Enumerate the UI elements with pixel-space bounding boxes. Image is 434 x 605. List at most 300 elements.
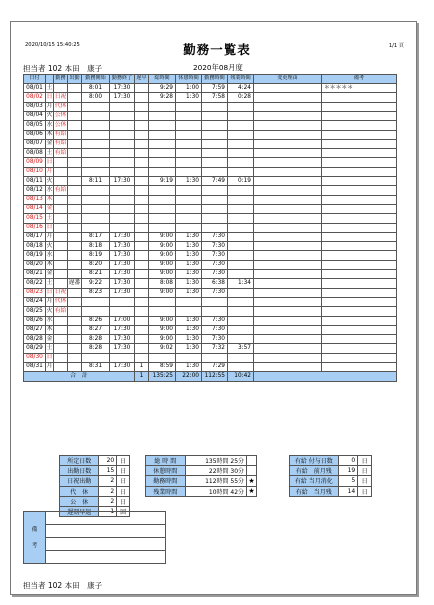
table-row (24, 288, 397, 297)
day-summary-row (60, 486, 130, 496)
total-time-cell (149, 307, 176, 316)
weekday-cell: 水 (46, 186, 54, 195)
note-cell (322, 288, 397, 297)
weekday-cell: 月 (46, 363, 54, 372)
work-time-cell: 7:30 (202, 335, 228, 344)
note-cell (322, 242, 397, 251)
late-cell (135, 177, 149, 186)
end-time-cell (110, 214, 135, 223)
break-time-cell (176, 102, 202, 111)
note-cell (322, 204, 397, 213)
category-cell (54, 167, 68, 176)
shift-cell (68, 353, 82, 362)
category-cell: 有給 (54, 186, 68, 195)
break-time-cell: 1:30 (176, 344, 202, 353)
late-cell (135, 316, 149, 325)
overtime-cell (228, 353, 254, 362)
total-row (24, 372, 397, 382)
break-time-cell (176, 130, 202, 139)
table-row (24, 139, 397, 148)
table-row (24, 279, 397, 288)
work-time-cell (202, 111, 228, 120)
late-cell (135, 335, 149, 344)
shift-cell (68, 158, 82, 167)
date-cell: 08/05 (24, 121, 46, 130)
table-row (24, 111, 397, 120)
table-row (24, 260, 397, 269)
column-header: 勤務時間 (202, 75, 228, 84)
weekday-cell: 日 (46, 223, 54, 232)
end-time-cell: 17:00 (110, 316, 135, 325)
paid-leave-label: 有給 前月残 (290, 466, 339, 476)
end-time-cell (110, 139, 135, 148)
paid-leave-unit: 日 (358, 466, 372, 476)
category-cell (54, 279, 68, 288)
work-time-cell (202, 214, 228, 223)
shift-cell (68, 186, 82, 195)
reason-cell (254, 214, 322, 223)
time-summary-row (146, 486, 257, 496)
date-cell: 08/02 (24, 93, 46, 102)
work-time-cell (202, 149, 228, 158)
paid-leave-label: 有給 当月消化 (290, 476, 339, 486)
date-cell: 08/20 (24, 260, 46, 269)
paid-leave-value: 14 (338, 486, 358, 496)
shift-cell (68, 297, 82, 306)
time-summary-label: 総 時 間 (146, 456, 186, 466)
start-time-cell (82, 102, 110, 111)
total-time-cell: 9:19 (149, 177, 176, 186)
start-time-cell (82, 223, 110, 232)
total-time-cell: 9:00 (149, 270, 176, 279)
date-cell: 08/01 (24, 84, 46, 93)
weekday-cell: 月 (46, 297, 54, 306)
break-time-cell (176, 214, 202, 223)
paid-leave-label: 有給 当月残 (290, 486, 339, 496)
day-summary-label: 所定日数 (60, 456, 99, 466)
table-row (24, 195, 397, 204)
start-time-cell (82, 297, 110, 306)
note-cell (322, 260, 397, 269)
category-cell: 有給 (54, 139, 68, 148)
remarks-line (46, 525, 166, 538)
end-time-cell (110, 204, 135, 213)
day-summary-label: 出勤日数 (60, 466, 99, 476)
reason-cell (254, 139, 322, 148)
attendance-table (23, 74, 397, 382)
category-cell: 有給 (54, 130, 68, 139)
late-cell (135, 149, 149, 158)
category-cell (54, 363, 68, 372)
staff-name: 担当者 102 本田 康子 (23, 64, 103, 73)
weekday-cell: 土 (46, 84, 54, 93)
break-time-cell: 1:30 (176, 288, 202, 297)
column-header: 休憩時間 (176, 75, 202, 84)
shift-cell (68, 242, 82, 251)
start-time-cell: 8:20 (82, 260, 110, 269)
end-time-cell: 17:30 (110, 251, 135, 260)
break-time-cell: 1:30 (176, 93, 202, 102)
date-cell: 08/24 (24, 297, 46, 306)
start-time-cell (82, 158, 110, 167)
shift-cell (68, 214, 82, 223)
break-time-cell (176, 223, 202, 232)
reason-cell (254, 149, 322, 158)
remarks-line (46, 538, 166, 551)
table-row (24, 223, 397, 232)
shift-cell (68, 335, 82, 344)
start-time-cell: 8:31 (82, 363, 110, 372)
late-cell (135, 353, 149, 362)
late-cell (135, 84, 149, 93)
day-summary-row (60, 466, 130, 476)
break-time-cell: 1:30 (176, 363, 202, 372)
total-time-cell: 9:00 (149, 232, 176, 241)
work-time-cell: 7:30 (202, 260, 228, 269)
total-time-cell (149, 102, 176, 111)
work-time-cell: 7:30 (202, 232, 228, 241)
date-cell: 08/13 (24, 195, 46, 204)
late-cell (135, 223, 149, 232)
overtime-cell (228, 186, 254, 195)
total-break: 22:00 (176, 372, 202, 382)
shift-cell (68, 93, 82, 102)
overtime-cell (228, 232, 254, 241)
column-header (46, 75, 54, 84)
table-row (24, 214, 397, 223)
date-cell: 08/19 (24, 251, 46, 260)
break-time-cell: 1:30 (176, 232, 202, 241)
work-time-cell: 7:30 (202, 325, 228, 334)
note-cell (322, 167, 397, 176)
category-cell (54, 242, 68, 251)
overtime-cell: 4:24 (228, 84, 254, 93)
remarks-label: 備 考 (24, 512, 46, 564)
category-cell: 代休 (54, 297, 68, 306)
star-icon: ★ (248, 487, 255, 496)
shift-cell (68, 344, 82, 353)
reason-cell (254, 316, 322, 325)
overtime-cell: 0:28 (228, 93, 254, 102)
time-summary-label: 休憩時間 (146, 466, 186, 476)
end-time-cell: 17:30 (110, 93, 135, 102)
table-row (24, 353, 397, 362)
reason-cell (254, 111, 322, 120)
total-time-cell (149, 158, 176, 167)
total-time-cell: 8:08 (149, 279, 176, 288)
late-cell (135, 251, 149, 260)
weekday-cell: 金 (46, 270, 54, 279)
shift-cell (68, 167, 82, 176)
paid-leave-unit: 日 (358, 456, 372, 466)
shift-cell (68, 139, 82, 148)
note-cell (322, 297, 397, 306)
shift-cell (68, 223, 82, 232)
weekday-cell: 金 (46, 139, 54, 148)
work-time-cell: 7:30 (202, 270, 228, 279)
report-month: 2020年08月度 (193, 63, 243, 72)
weekday-cell: 日 (46, 93, 54, 102)
start-time-cell: 8:17 (82, 232, 110, 241)
total-time-cell: 9:29 (149, 84, 176, 93)
time-summary-value: 112時間 55分 (185, 476, 246, 486)
overtime-cell (228, 158, 254, 167)
end-time-cell (110, 186, 135, 195)
print-timestamp: 2020/10/15 15:40:25 (25, 42, 80, 48)
table-row (24, 316, 397, 325)
reason-cell (254, 223, 322, 232)
category-cell (54, 195, 68, 204)
work-time-cell: 7:49 (202, 177, 228, 186)
weekday-cell: 金 (46, 204, 54, 213)
start-time-cell: 8:01 (82, 84, 110, 93)
shift-cell (68, 84, 82, 93)
start-time-cell: 8:21 (82, 270, 110, 279)
overtime-cell (228, 316, 254, 325)
day-summary-unit: 日 (117, 456, 130, 466)
start-time-cell (82, 139, 110, 148)
date-cell: 08/03 (24, 102, 46, 111)
reason-cell (254, 335, 322, 344)
shift-cell (68, 316, 82, 325)
note-cell (322, 214, 397, 223)
shift-cell (68, 288, 82, 297)
late-cell (135, 232, 149, 241)
break-time-cell: 1:30 (176, 325, 202, 334)
paid-leave-value: 5 (338, 476, 358, 486)
reason-cell (254, 102, 322, 111)
category-cell: 公休 (54, 121, 68, 130)
overtime-cell (228, 223, 254, 232)
work-time-cell (202, 102, 228, 111)
star-icon (247, 466, 257, 476)
overtime-cell: 0:19 (228, 177, 254, 186)
note-cell (322, 186, 397, 195)
note-cell (322, 102, 397, 111)
paid-leave-box (289, 455, 372, 497)
remarks-line (46, 512, 166, 525)
day-summary-value: 20 (99, 456, 117, 466)
date-cell: 08/22 (24, 279, 46, 288)
note-cell (322, 149, 397, 158)
day-summary-label: 公 休 (60, 496, 99, 506)
note-cell (322, 270, 397, 279)
late-cell (135, 102, 149, 111)
table-row (24, 270, 397, 279)
total-blank-cell (254, 372, 397, 382)
table-row (24, 158, 397, 167)
start-time-cell (82, 111, 110, 120)
column-header: 勤務 (54, 75, 68, 84)
overtime-cell (228, 111, 254, 120)
column-header: 勤務終了 (110, 75, 135, 84)
table-row (24, 307, 397, 316)
late-cell (135, 297, 149, 306)
paid-leave-unit: 日 (358, 486, 372, 496)
weekday-cell: 日 (46, 288, 54, 297)
total-overtime: 10:42 (228, 372, 254, 382)
overtime-cell (228, 102, 254, 111)
category-cell (54, 214, 68, 223)
start-time-cell (82, 204, 110, 213)
reason-cell (254, 363, 322, 372)
note-cell (322, 353, 397, 362)
total-time-cell (149, 204, 176, 213)
end-time-cell (110, 111, 135, 120)
total-time: 135:25 (149, 372, 176, 382)
note-cell (322, 223, 397, 232)
late-cell (135, 344, 149, 353)
time-summary-value: 135時間 25分 (185, 456, 246, 466)
time-summary-value: 10時間 42分 (185, 486, 246, 496)
day-summary-label: 遅刻早退 (60, 506, 99, 516)
work-time-cell (202, 158, 228, 167)
break-time-cell (176, 307, 202, 316)
table-header-row (24, 75, 397, 84)
total-label: 合 計 (24, 372, 135, 382)
date-cell: 08/25 (24, 307, 46, 316)
weekday-cell: 月 (46, 232, 54, 241)
break-time-cell (176, 297, 202, 306)
start-time-cell (82, 214, 110, 223)
table-row (24, 363, 397, 372)
end-time-cell (110, 307, 135, 316)
late-cell (135, 325, 149, 334)
total-time-cell (149, 214, 176, 223)
end-time-cell: 17:30 (110, 288, 135, 297)
day-summary-unit: 日 (117, 496, 130, 506)
total-time-cell (149, 149, 176, 158)
work-time-cell (202, 195, 228, 204)
reason-cell (254, 158, 322, 167)
table-row (24, 84, 397, 93)
column-header: 勤務開始 (82, 75, 110, 84)
note-cell (322, 335, 397, 344)
overtime-cell (228, 363, 254, 372)
start-time-cell (82, 167, 110, 176)
end-time-cell (110, 158, 135, 167)
note-cell (322, 93, 397, 102)
break-time-cell: 1:30 (176, 270, 202, 279)
work-time-cell (202, 353, 228, 362)
reason-cell (254, 251, 322, 260)
break-time-cell (176, 158, 202, 167)
end-time-cell (110, 195, 135, 204)
total-time-cell: 9:02 (149, 344, 176, 353)
star-icon (247, 456, 257, 466)
column-header: 備考 (322, 75, 397, 84)
overtime-cell (228, 325, 254, 334)
category-cell (54, 270, 68, 279)
work-time-cell: 7:29 (202, 363, 228, 372)
weekday-cell: 水 (46, 251, 54, 260)
date-cell: 08/10 (24, 167, 46, 176)
weekday-cell: 土 (46, 149, 54, 158)
reason-cell (254, 177, 322, 186)
late-cell (135, 288, 149, 297)
note-cell (322, 363, 397, 372)
reason-cell (254, 195, 322, 204)
category-cell (54, 325, 68, 334)
start-time-cell (82, 353, 110, 362)
reason-cell (254, 93, 322, 102)
start-time-cell (82, 186, 110, 195)
break-time-cell: 1:00 (176, 84, 202, 93)
overtime-cell (228, 195, 254, 204)
weekday-cell: 木 (46, 260, 54, 269)
work-time-cell: 7:58 (202, 93, 228, 102)
category-cell (54, 223, 68, 232)
weekday-cell: 土 (46, 344, 54, 353)
table-row (24, 177, 397, 186)
overtime-cell (228, 270, 254, 279)
end-time-cell: 17:30 (110, 279, 135, 288)
work-time-cell (202, 139, 228, 148)
remarks-line (46, 551, 166, 564)
weekday-cell: 月 (46, 102, 54, 111)
weekday-cell: 火 (46, 177, 54, 186)
date-cell: 08/17 (24, 232, 46, 241)
paid-leave-label: 有給 付与日数 (290, 456, 339, 466)
day-summary-unit: 回 (117, 506, 130, 516)
total-time-cell (149, 223, 176, 232)
overtime-cell (228, 149, 254, 158)
total-time-cell (149, 139, 176, 148)
total-time-cell: 9:00 (149, 316, 176, 325)
total-time-cell (149, 186, 176, 195)
shift-cell (68, 195, 82, 204)
late-cell (135, 167, 149, 176)
work-time-cell (202, 130, 228, 139)
break-time-cell: 1:30 (176, 260, 202, 269)
date-cell: 08/23 (24, 288, 46, 297)
time-summary-label: 勤務時間 (146, 476, 186, 486)
table-row (24, 102, 397, 111)
report-title: 勤務一覧表 (183, 42, 251, 57)
late-cell (135, 270, 149, 279)
break-time-cell: 1:30 (176, 279, 202, 288)
table-row (24, 251, 397, 260)
time-summary-row (146, 456, 257, 466)
category-cell (54, 335, 68, 344)
shift-cell (68, 102, 82, 111)
overtime-cell (228, 242, 254, 251)
column-header: 遅早 (135, 75, 149, 84)
total-time-cell: 9:28 (149, 93, 176, 102)
break-time-cell: 1:30 (176, 335, 202, 344)
weekday-cell: 木 (46, 325, 54, 334)
overtime-cell (228, 297, 254, 306)
shift-cell: 遅番 (68, 279, 82, 288)
reason-cell (254, 130, 322, 139)
date-cell: 08/08 (24, 149, 46, 158)
day-summary-value: 15 (99, 466, 117, 476)
total-time-cell: 9:00 (149, 325, 176, 334)
note-cell: ＊＊＊＊＊ (322, 84, 397, 93)
break-time-cell: 1:30 (176, 177, 202, 186)
late-cell (135, 204, 149, 213)
category-cell (54, 177, 68, 186)
end-time-cell (110, 297, 135, 306)
day-summary-value: 1 (99, 506, 117, 516)
end-time-cell (110, 167, 135, 176)
shift-cell (68, 232, 82, 241)
note-cell (322, 232, 397, 241)
start-time-cell: 8:28 (82, 344, 110, 353)
note-cell (322, 316, 397, 325)
note-cell (322, 251, 397, 260)
shift-cell (68, 130, 82, 139)
